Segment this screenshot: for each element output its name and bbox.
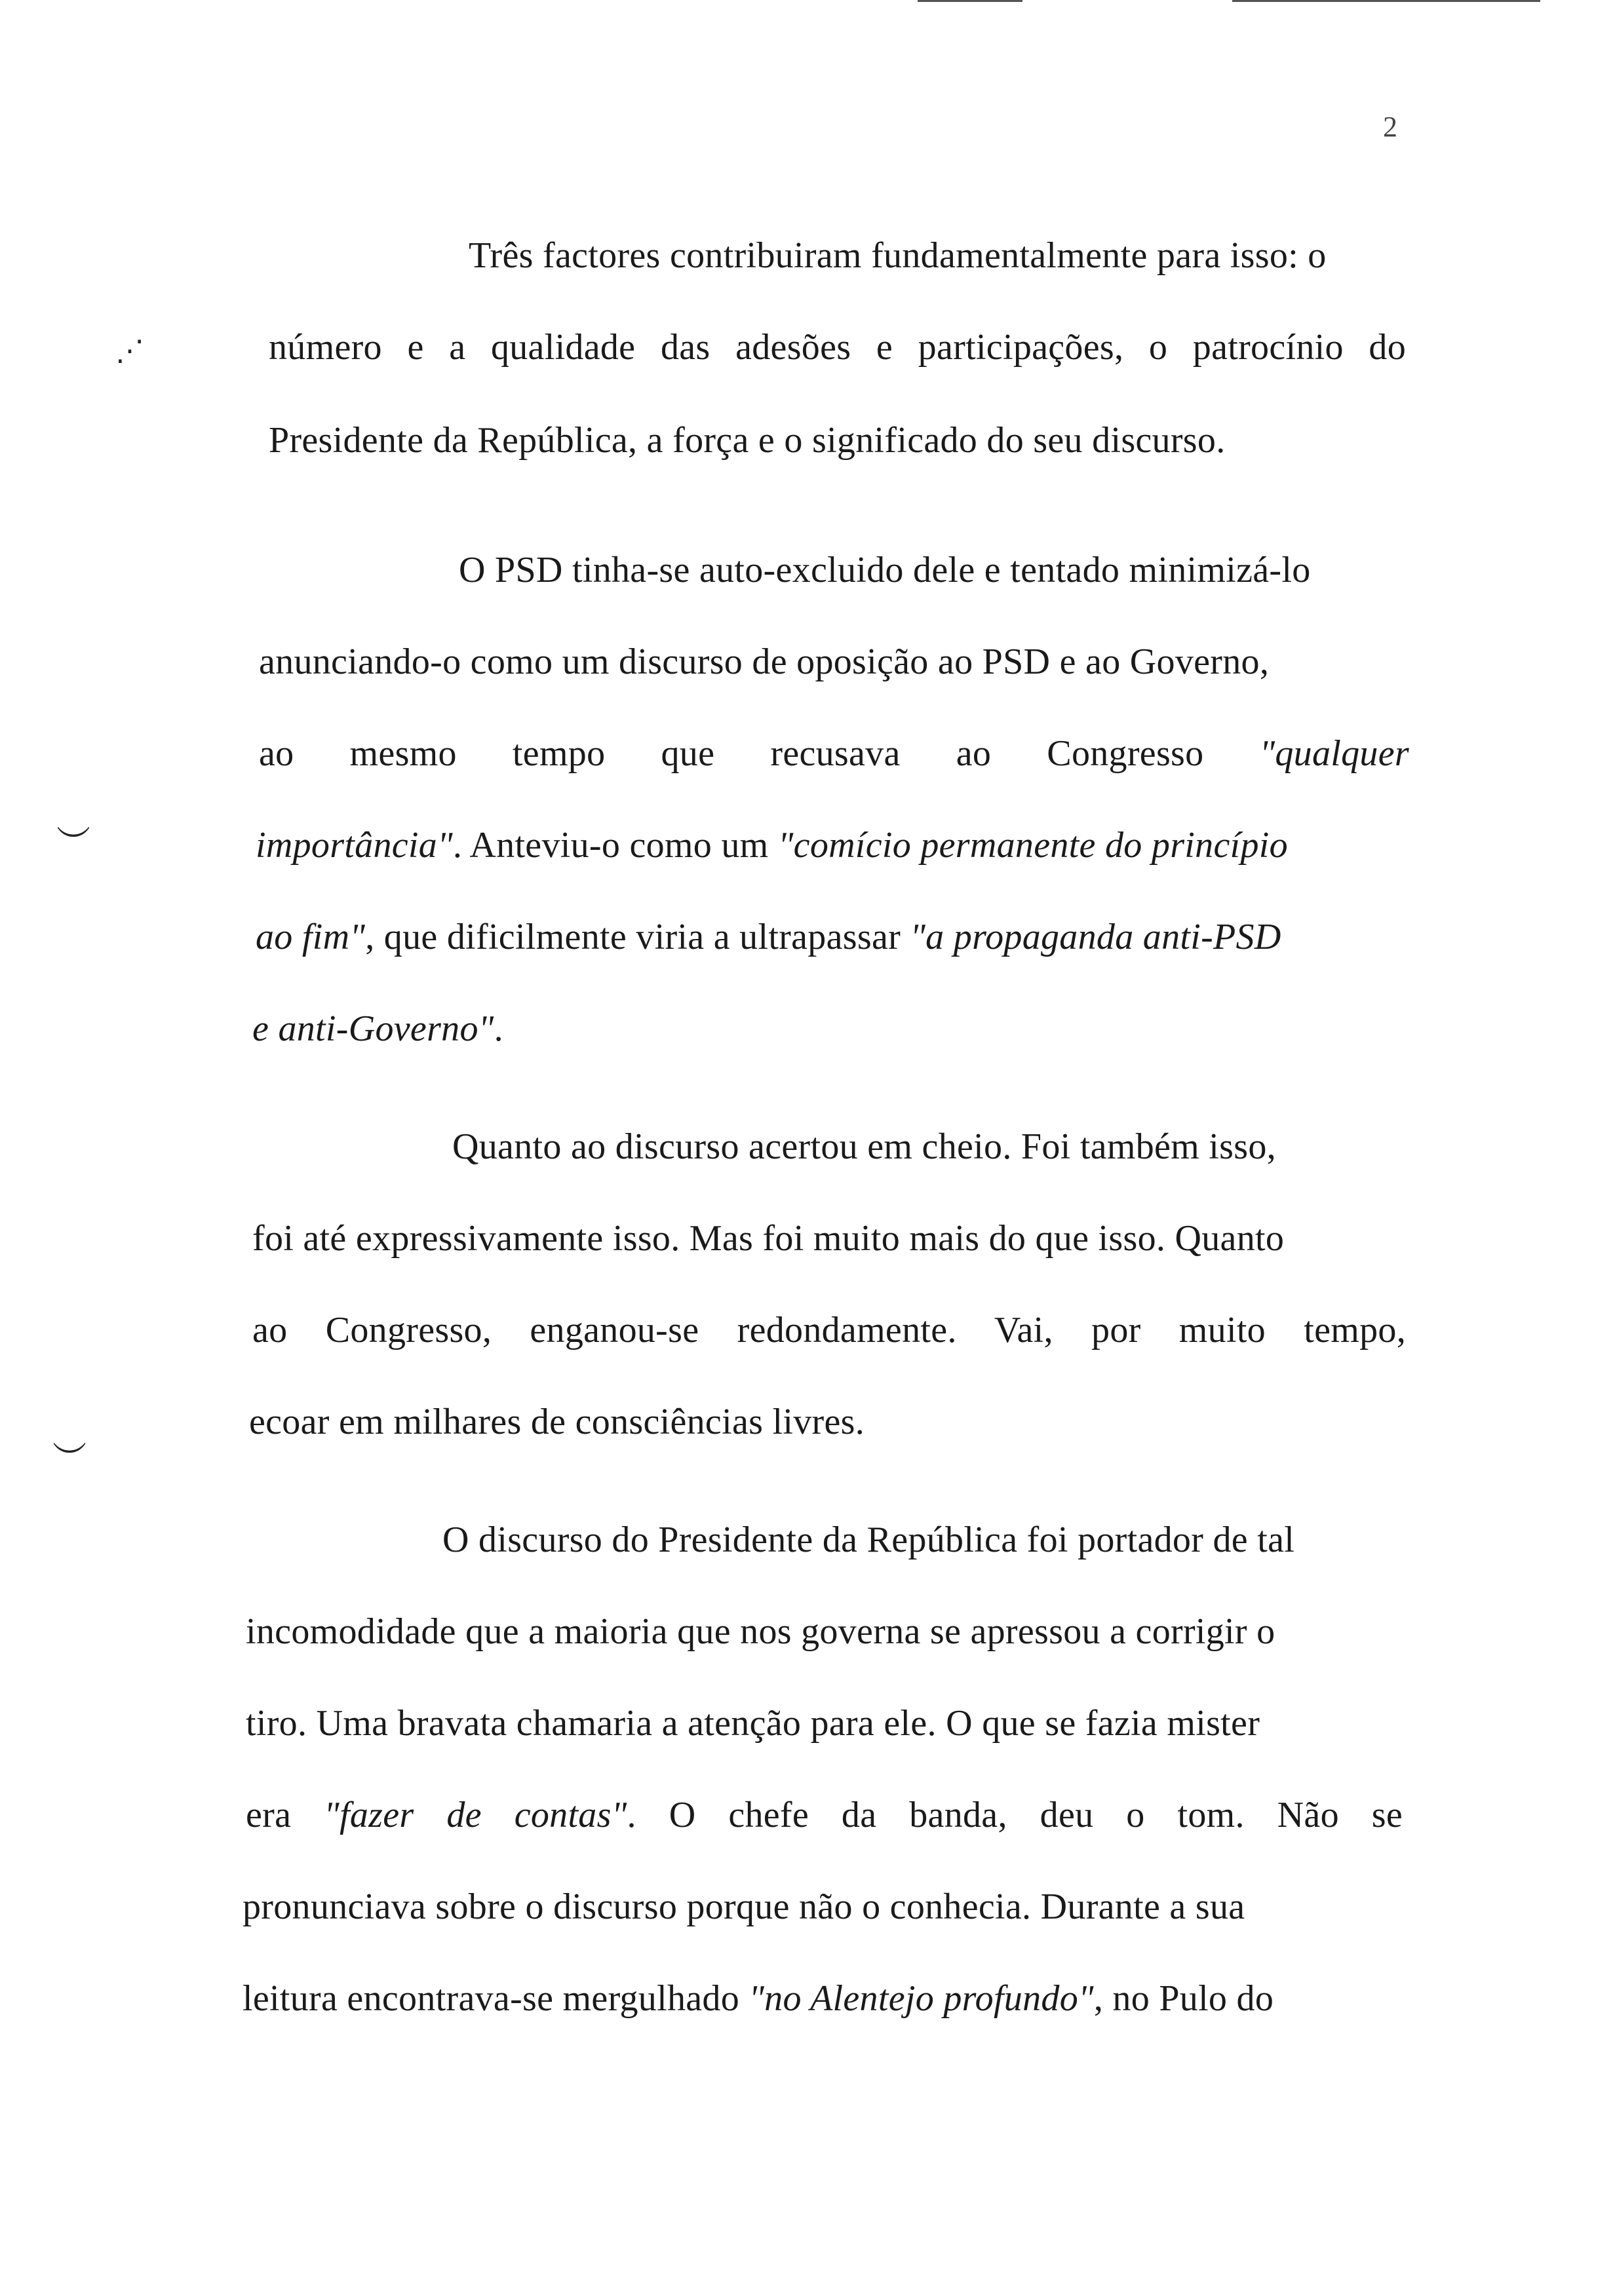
text-line xyxy=(469,233,1406,278)
text-line xyxy=(252,1215,1406,1261)
text-segment: ao Congresso, enganou-se redondamente. Vai, por muito tempo, xyxy=(252,1310,1406,1350)
text-line xyxy=(246,1700,1403,1746)
text-segment: era xyxy=(246,1795,324,1835)
text-segment: , que dificilmente viria a ultrapassar xyxy=(365,917,910,957)
text-segment: ecoar em milhares de consciências livres. xyxy=(249,1402,865,1442)
italic-quote: e anti-Governo" xyxy=(252,1008,494,1049)
text-segment: . Anteviu-o como um xyxy=(452,825,778,866)
italic-quote: "fazer de contas" xyxy=(324,1795,627,1835)
text-line xyxy=(256,822,1409,868)
text-segment: número e a qualidade das adesões e participações, o patrocínio do xyxy=(269,327,1406,368)
text-line xyxy=(269,417,1311,463)
margin-mark: ︶ xyxy=(56,826,91,863)
italic-quote: importância" xyxy=(256,825,453,866)
text-line xyxy=(259,731,1409,776)
text-segment: , no Pulo do xyxy=(1093,1978,1274,2019)
text-segment: ao mesmo tempo que recusava ao Congresso xyxy=(259,733,1260,774)
text-line xyxy=(243,1976,1403,2021)
text-segment: O discurso do Presidente da República foi portador de tal xyxy=(442,1520,1295,1560)
text-segment: Três factores contribuiram fundamentalmente para isso: o xyxy=(469,235,1327,276)
italic-quote: "comício permanente do princípio xyxy=(777,825,1288,866)
text-line xyxy=(442,1517,1403,1563)
text-segment: . xyxy=(494,1008,503,1049)
scan-artifact-line xyxy=(918,0,1022,2)
scan-artifact-line xyxy=(1232,0,1540,2)
text-segment: tiro. Uma bravata chamaria a atenção para ele. O que se fazia mister xyxy=(246,1703,1260,1744)
text-line xyxy=(249,1399,1036,1445)
text-line xyxy=(256,914,1409,960)
text-line xyxy=(252,1307,1406,1353)
italic-quote: "qualquer xyxy=(1259,733,1409,774)
text-segment: incomodidade que a maioria que nos governa se apressou a corrigir o xyxy=(246,1611,1275,1652)
text-segment: Quanto ao discurso acertou em cheio. Foi também isso, xyxy=(452,1126,1276,1167)
text-segment: pronunciava sobre o discurso porque não o conhecia. Durante a sua xyxy=(243,1886,1245,1927)
text-segment: . O chefe da banda, deu o tom. Não se xyxy=(627,1795,1403,1835)
text-line xyxy=(246,1792,1403,1838)
text-segment: anunciando-o como um discurso de oposição ao PSD e ao Governo, xyxy=(259,641,1270,682)
text-line xyxy=(246,1609,1403,1655)
text-line xyxy=(459,547,1406,593)
text-segment: foi até expressivamente isso. Mas foi muito mais do que isso. Quanto xyxy=(252,1218,1285,1259)
text-line xyxy=(452,1124,1406,1170)
text-line xyxy=(259,639,1409,685)
text-line xyxy=(252,1006,777,1052)
margin-mark: ︶ xyxy=(52,1442,87,1479)
text-line xyxy=(243,1884,1403,1930)
text-segment: Presidente da República, a força e o significado do seu discurso. xyxy=(269,420,1226,461)
text-segment: leitura encontrava-se mergulhado xyxy=(243,1978,749,2019)
italic-quote: ao fim" xyxy=(256,917,366,957)
italic-quote: "a propaganda anti-PSD xyxy=(910,917,1281,957)
text-line xyxy=(269,324,1406,370)
page-number: 2 xyxy=(1383,111,1397,143)
italic-quote: "no Alentejo profundo" xyxy=(749,1978,1094,2019)
margin-mark: ⋰ xyxy=(115,335,144,367)
text-segment: O PSD tinha-se auto-excluido dele e tentado minimizá-lo xyxy=(459,550,1311,590)
